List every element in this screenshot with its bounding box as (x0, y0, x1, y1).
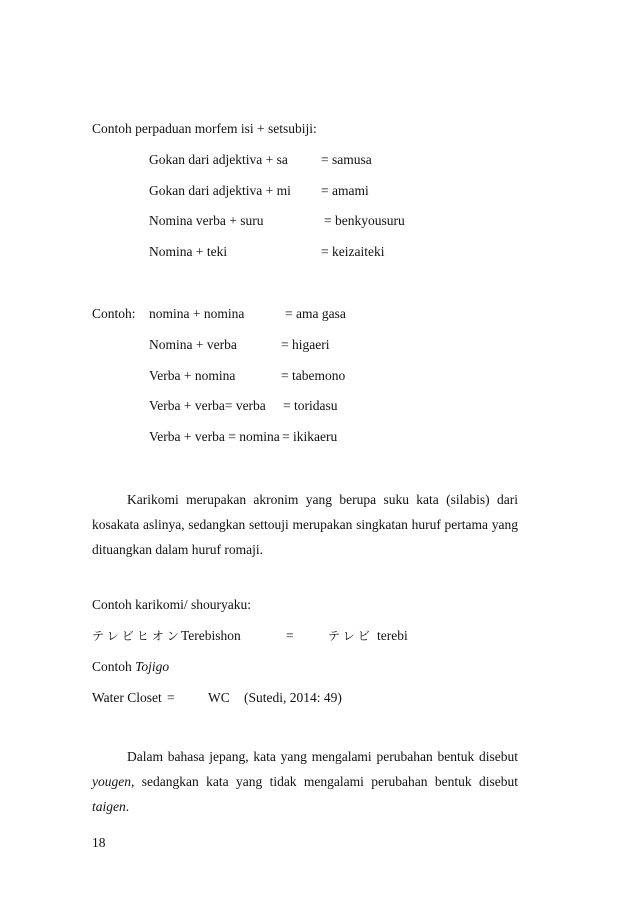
section2-row-5-left: Verba + verba = nomina (149, 429, 280, 444)
citation: (Sutedi, 2014: 49) (244, 690, 342, 705)
section1-row-3-right: = benkyousuru (324, 213, 405, 228)
paragraph-yougen-taigen (92, 744, 518, 819)
paragraph-text: , sedangkan kata yang tidak mengalami perubahan bentuk disebut (130, 774, 518, 789)
section1-row-4-right: = keizaiteki (321, 244, 385, 259)
tojigo-heading-prefix: Contoh (92, 659, 132, 674)
section2-row-2-right: = higaeri (281, 337, 330, 352)
equals-sign: = (167, 690, 175, 705)
section2-row-5-right: = ikikaeru (282, 429, 338, 444)
term-yougen: yougen (92, 774, 131, 789)
karikomi-heading: Contoh karikomi/ shouryaku: (92, 597, 251, 612)
tojigo-heading-term: Tojigo (135, 659, 170, 674)
section2-label: Contoh: (92, 306, 136, 321)
paragraph-line: Karikomi merupakan akronim yang berupa suku kata (silabis) dari (127, 492, 518, 507)
section1-row-2-right: = amami (321, 183, 369, 198)
paragraph-karikomi (92, 487, 518, 562)
equals-sign: = (286, 628, 294, 643)
section2-row-4-right: = toridasu (283, 398, 338, 413)
katakana-short-word: テレビ (328, 629, 373, 643)
section1-row-1-right: = samusa (321, 152, 372, 167)
section1-row-2-left: Gokan dari adjektiva + mi (149, 183, 291, 198)
katakana-full-word: テレビヒオン (92, 629, 182, 643)
tojigo-abbreviation: WC (208, 690, 230, 705)
tojigo-heading (92, 659, 169, 675)
term-taigen: taigen (92, 799, 126, 814)
tojigo-term: Water Closet (92, 690, 162, 705)
section2-row-3-left: Verba + nomina (149, 368, 236, 383)
romaji-full-word: Terebishon (181, 628, 241, 643)
section2-row-3-right: = tabemono (281, 368, 346, 383)
section2-row-2-left: Nomina + verba (149, 337, 237, 352)
section1-row-1-left: Gokan dari adjektiva + sa (149, 152, 288, 167)
section1-row-3-left: Nomina verba + suru (149, 213, 264, 228)
paragraph-line (92, 769, 518, 819)
paragraph-line: dituangkan dalam huruf romaji. (92, 542, 263, 557)
paragraph-line: kosakata aslinya, sedangkan settouji merupakan singkatan huruf pertama yang (92, 517, 518, 532)
section2-row-1-right: = ama gasa (285, 306, 346, 321)
section1-heading: Contoh perpaduan morfem isi + setsubiji: (92, 121, 317, 136)
page-number: 18 (92, 835, 106, 850)
section2-row-1-left: nomina + nomina (149, 306, 245, 321)
section1-row-4-left: Nomina + teki (149, 244, 228, 259)
paragraph-line: Dalam bahasa jepang, kata yang mengalami perubahan bentuk disebut (127, 749, 518, 764)
romaji-short-word: terebi (377, 628, 408, 643)
paragraph-text: . (125, 799, 130, 814)
section2-row-4-left: Verba + verba= verba (149, 398, 266, 413)
